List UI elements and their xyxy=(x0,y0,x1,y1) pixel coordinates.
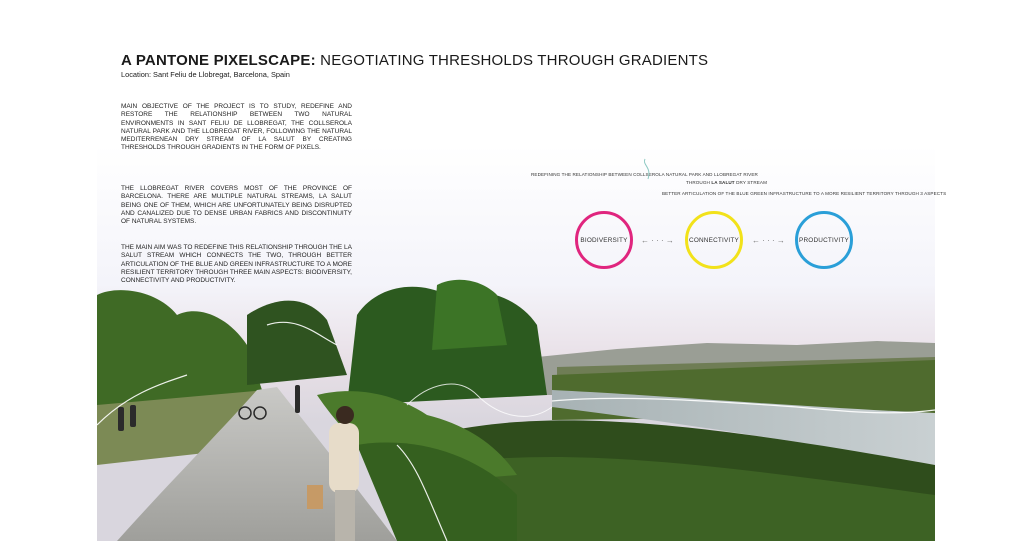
circle-productivity xyxy=(795,211,853,269)
paragraph-objective: MAIN OBJECTIVE OF THE PROJECT IS TO STUDY, REDEFINE AND RESTORE THE RELATIONSHIP BETWEEN TWO NATURAL ENVIRONMENTS IN SANT FELIU DE LLOBREGAT, THE COLLSEROLA NATURAL PARK AND THE LLOBREGAT RIVER, FOLLOWING THE NATURAL MEDITERRENEAN DRY STREAM OF LA SALUT BY CREATING THRESHOLDS THROUGH GRADIENTS IN THE FORM OF PIXELS. xyxy=(121,103,352,152)
location-line: Location: Sant Feliu de Llobregat, Barcelona, Spain xyxy=(121,70,290,79)
paragraph-river: THE LLOBREGAT RIVER COVERS MOST OF THE PROVINCE OF BARCELONA. THERE ARE MULTIPLE NATURAL STREAMS, LA SALUT BEING ONE OF THEM, WHICH ARE UNFORTUNATELY BEING DISRUPTED AND CANALIZED DUE TO DENSE URBAN FABRICS AND DISCONTINUITY OF NATURAL SYSTEMS. xyxy=(121,185,352,226)
arrow-connector-2: ← · · · → xyxy=(752,236,785,245)
aspect-productivity-label: PRODUCTIVITY xyxy=(799,236,849,244)
diagram-line-2 xyxy=(686,180,767,185)
aspect-biodiversity-label: BIODIVERSITY xyxy=(580,236,628,244)
arrow-connector-1: ← · · · → xyxy=(641,236,674,245)
paragraph-aim: THE MAIN AIM WAS TO REDEFINE THIS RELATIONSHIP THROUGH THE LA SALUT STREAM WHICH CONNECTS THE TWO, THROUGH BETTER ARTICULATION OF THE BLUE AND GREEN INFRASTRUCTURE TO A MORE RESILIENT TERRITORY THROUGH THREE MAIN ASPECTS: BIODIVERSITY, CONNECTIVITY AND PRODUCTIVITY. xyxy=(121,244,352,285)
diagram-line-2-pre: THROUGH xyxy=(686,180,710,185)
diagram-line-2-post: DRY STREAM xyxy=(736,180,768,185)
circle-connectivity xyxy=(685,211,743,269)
title-subtitle: NEGOTIATING THRESHOLDS THROUGH GRADIENTS xyxy=(320,52,709,69)
circle-biodiversity xyxy=(575,211,633,269)
page-title xyxy=(121,52,708,69)
diagram-line-3: BETTER ARTICULATION OF THE BLUE GREEN INFRASTRUCTURE TO A MORE RESILIENT TERRITORY THROUGH 3 ASPECTS xyxy=(662,191,947,196)
diagram-line-1: REDEFINING THE RELATIONSHIP BETWEEN COLLSEROLA NATURAL PARK AND LLOBREGAT RIVER xyxy=(531,172,758,177)
sketch-line xyxy=(640,157,660,181)
diagram-line-2-bold: LA SALUT xyxy=(711,180,735,185)
title-bold: A PANTONE PIXELSCAPE: xyxy=(121,52,316,69)
aspect-connectivity-label: CONNECTIVITY xyxy=(689,236,739,244)
